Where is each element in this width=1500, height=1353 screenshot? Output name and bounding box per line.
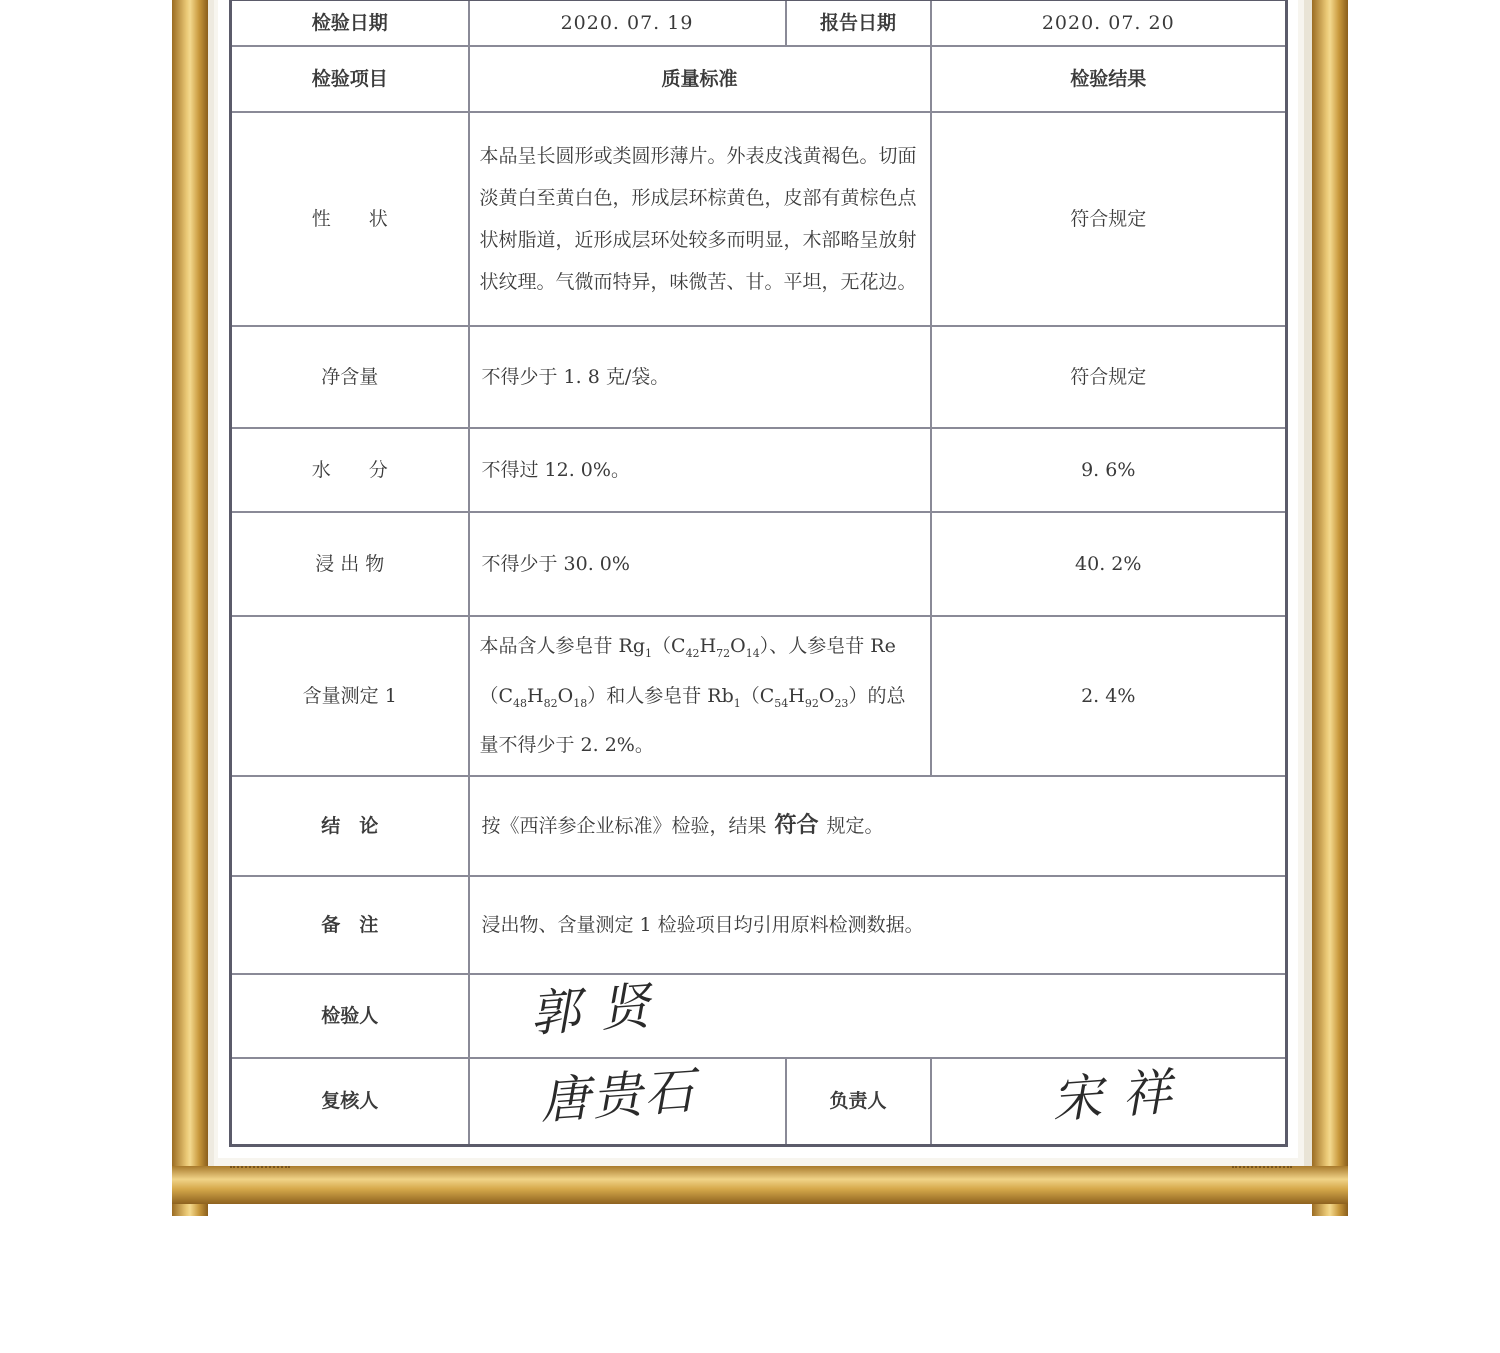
report-date-label: 报告日期 bbox=[786, 0, 931, 46]
column-header-row bbox=[231, 46, 1287, 112]
row-result: 40. 2% bbox=[931, 512, 1287, 616]
table-row bbox=[231, 326, 1287, 428]
standard-part-d: 和人参皂苷 Rb bbox=[606, 684, 734, 707]
table-row bbox=[231, 428, 1287, 512]
row-result: 符合规定 bbox=[931, 112, 1287, 326]
row-standard: 本品呈长圆形或类圆形薄片。外表皮浅黄褐色。切面淡黄白至黄白色，形成层环棕黄色，皮部有黄棕色点状树脂道，近形成层环处较多而明显，木部略呈放射状纹理。气微而特异，味微苦、甘。平坦，无花边。 bbox=[469, 112, 931, 326]
row-item: 含量测定 1 bbox=[231, 616, 469, 776]
frame-ornament-right bbox=[1232, 1166, 1292, 1178]
row-result: 符合规定 bbox=[931, 326, 1287, 428]
conclusion-row bbox=[231, 776, 1287, 876]
col-result-header: 检验结果 bbox=[931, 46, 1287, 112]
date-row bbox=[231, 0, 1287, 46]
inspect-date-label: 检验日期 bbox=[231, 0, 469, 46]
row-result: 9. 6% bbox=[931, 428, 1287, 512]
frame-ornament-left bbox=[230, 1166, 290, 1178]
row-item: 浸 出 物 bbox=[231, 512, 469, 616]
inspect-date: 2020. 07. 19 bbox=[469, 0, 786, 46]
reviewer-label: 复核人 bbox=[231, 1058, 469, 1146]
reviewer-signature: 唐贵石 bbox=[537, 1061, 698, 1131]
inspector-row bbox=[231, 974, 1287, 1058]
table-row bbox=[231, 112, 1287, 326]
standard-part-b: （C bbox=[652, 634, 686, 657]
row-standard: 不得少于 30. 0% bbox=[469, 512, 931, 616]
standard-part-a: 本品含人参皂苷 Rg bbox=[479, 634, 646, 657]
responsible-label: 负责人 bbox=[786, 1058, 931, 1146]
remarks-row bbox=[231, 876, 1287, 974]
frame-right bbox=[1312, 0, 1348, 1216]
row-item: 水 分 bbox=[231, 428, 469, 512]
frame-left bbox=[172, 0, 208, 1216]
inspection-report-table bbox=[229, 0, 1288, 1147]
col-standard-header: 质量标准 bbox=[469, 46, 931, 112]
conclusion-verdict: 符合 bbox=[774, 812, 819, 838]
reviewer-row bbox=[231, 1058, 1287, 1146]
inspector-signature: 郭 贤 bbox=[527, 976, 654, 1044]
conclusion-text bbox=[469, 776, 1287, 876]
conclusion-suffix: 规定。 bbox=[826, 815, 884, 837]
row-item: 性 状 bbox=[231, 112, 469, 326]
remarks-text: 浸出物、含量测定 1 检验项目均引用原料检测数据。 bbox=[469, 876, 1287, 974]
reviewer-cell bbox=[469, 1058, 786, 1146]
standard-part-e: 的总量不得少于 2. 2%。 bbox=[479, 684, 906, 757]
inspector-cell bbox=[469, 974, 1287, 1058]
row-standard: 本品含人参皂苷 $Rg_1(C_{42}H_{72}O_{14})$、人参皂苷 Re $(C_{48}H_{82}O_{18})$和人参皂苷 $Rb_1(C_{54}H_{92}O_{23})$的总量不得少于 2. 2%。 bbox=[469, 616, 931, 776]
standard-part-c: ）、人参皂苷 Re bbox=[759, 634, 896, 657]
responsible-signature: 宋 祥 bbox=[1049, 1062, 1176, 1129]
report-date: 2020. 07. 20 bbox=[931, 0, 1287, 46]
frame-bottom bbox=[172, 1166, 1348, 1204]
inspector-label: 检验人 bbox=[231, 974, 469, 1058]
row-result: 2. 4% bbox=[931, 616, 1287, 776]
table-row bbox=[231, 616, 1287, 776]
table-row bbox=[231, 512, 1287, 616]
row-item: 净含量 bbox=[231, 326, 469, 428]
row-standard: 不得过 12. 0%。 bbox=[469, 428, 931, 512]
row-standard: 不得少于 1. 8 克/袋。 bbox=[469, 326, 931, 428]
remarks-label: 备 注 bbox=[231, 876, 469, 974]
col-item-header: 检验项目 bbox=[231, 46, 469, 112]
conclusion-prefix: 按《西洋参企业标准》检验，结果 bbox=[481, 815, 767, 837]
conclusion-label: 结 论 bbox=[231, 776, 469, 876]
responsible-cell bbox=[931, 1058, 1287, 1146]
